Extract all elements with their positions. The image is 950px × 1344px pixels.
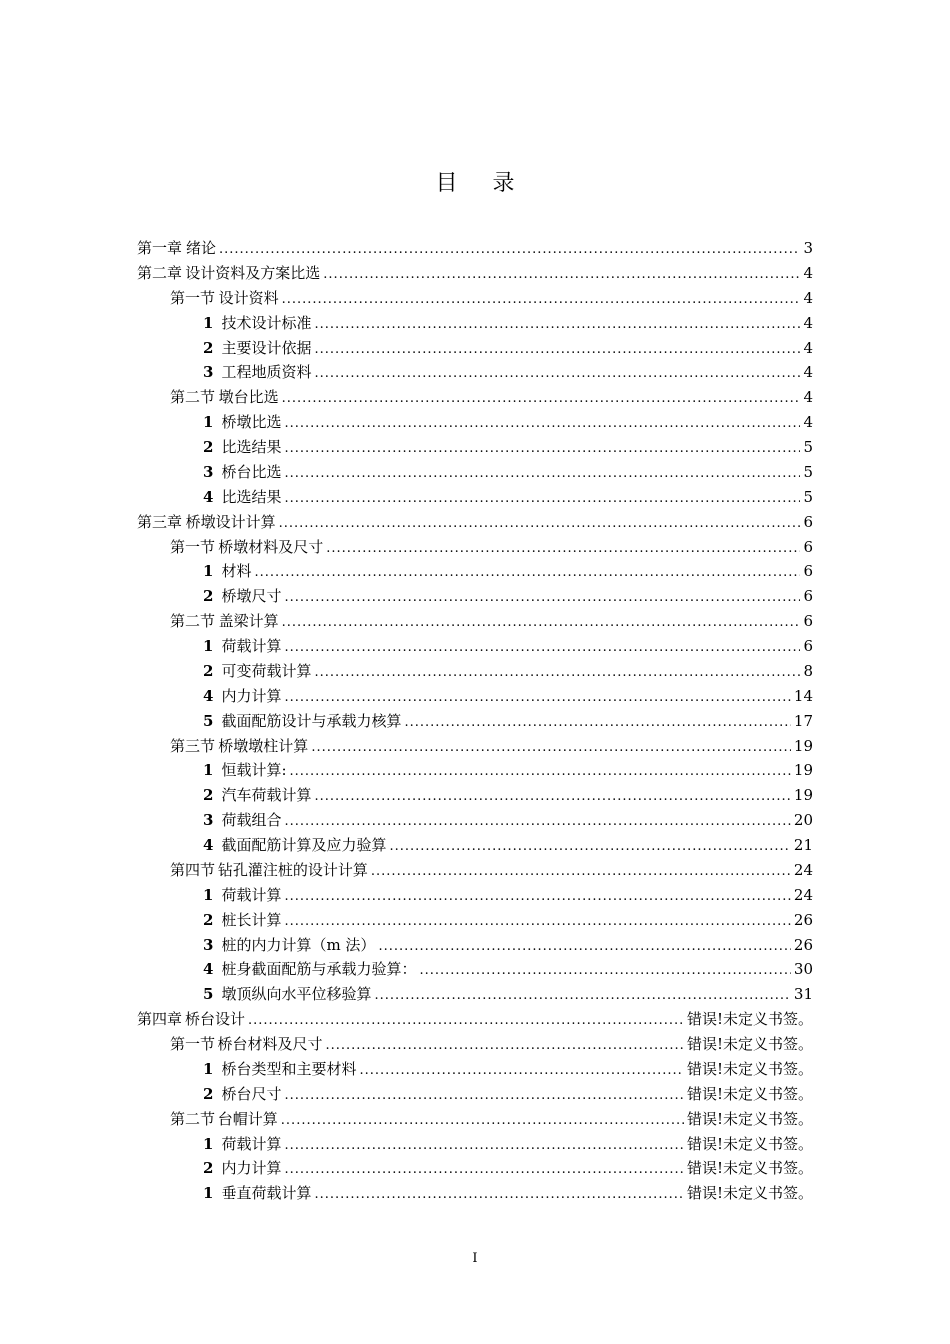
toc-entry-prefix: 第二章 — [137, 263, 183, 282]
toc-entry-page: 24 — [793, 885, 813, 904]
toc-dot-leader — [311, 736, 791, 761]
toc-entry-number: 2 — [203, 1159, 214, 1178]
toc-entry-label: 桥墩尺寸 — [221, 587, 282, 606]
toc-dot-leader — [284, 586, 800, 611]
toc-entry-number: 2 — [203, 661, 214, 680]
toc-dot-leader — [284, 885, 790, 910]
toc-entry-page: 4 — [803, 413, 813, 432]
toc-entry-number: 1 — [203, 313, 214, 332]
toc-entry-page: 4 — [803, 263, 813, 282]
toc-entry-page: 6 — [803, 537, 813, 556]
toc-entry-page: 24 — [793, 860, 813, 879]
page-title: 目 录 — [435, 171, 529, 196]
toc-dot-leader — [284, 1134, 684, 1159]
toc-entry-label: 荷载计算 — [221, 885, 282, 904]
toc-dot-leader — [290, 760, 791, 785]
toc-entry-label: 荷载计算 — [221, 1134, 282, 1153]
toc-entry-number: 5 — [203, 985, 214, 1004]
toc-entry-label: 桥墩材料及尺寸 — [218, 537, 324, 556]
toc-entry-label: 技术设计标准 — [221, 313, 312, 332]
toc-entry-prefix: 第一节 — [170, 288, 216, 307]
toc-dot-leader — [282, 387, 801, 412]
toc-dot-leader — [282, 288, 801, 313]
toc-dot-leader — [314, 362, 800, 387]
toc-entry[interactable] — [137, 1156, 813, 1181]
toc-entry-number: 2 — [203, 438, 214, 456]
toc-entry[interactable] — [137, 535, 813, 560]
toc-entry-prefix: 第二节 — [170, 388, 216, 407]
toc-entry[interactable] — [137, 833, 813, 858]
toc-dot-leader — [314, 313, 800, 338]
toc-dot-leader — [219, 238, 800, 263]
toc-dot-leader — [279, 512, 801, 537]
toc-entry-label: 桥墩墩柱计算 — [218, 736, 309, 755]
toc-dot-leader — [281, 1109, 684, 1134]
toc-dot-leader — [314, 785, 790, 810]
toc-dot-leader — [284, 437, 800, 462]
toc-entry-page: 26 — [793, 935, 813, 954]
toc-entry-page: 8 — [803, 661, 813, 680]
toc-entry[interactable] — [137, 858, 813, 883]
toc-entry-page: 3 — [803, 239, 813, 257]
toc-entry-page: 26 — [793, 910, 813, 929]
toc-dot-leader — [323, 263, 800, 288]
toc-entry-number: 3 — [203, 363, 214, 382]
toc-entry-page: 错误!未定义书签。 — [686, 1010, 813, 1029]
toc-entry-number: 2 — [203, 786, 214, 805]
toc-entry-number: 2 — [203, 338, 214, 357]
toc-entry-number: 2 — [203, 1084, 214, 1103]
toc-entry-label: 绪论 — [186, 239, 217, 257]
toc-dot-leader — [419, 959, 790, 984]
toc-dot-leader — [325, 1034, 683, 1059]
toc-entry[interactable] — [137, 559, 813, 584]
table-of-contents — [137, 236, 813, 1206]
toc-entry-prefix: 第二节 — [170, 612, 216, 631]
toc-entry-page: 错误!未定义书签。 — [686, 1109, 813, 1128]
toc-entry[interactable] — [137, 1057, 813, 1082]
toc-entry-label: 比选结果 — [221, 487, 282, 506]
toc-entry-label: 桥台尺寸 — [221, 1084, 282, 1103]
toc-entry-label: 可变荷载计算 — [221, 661, 312, 680]
toc-entry[interactable] — [137, 236, 813, 261]
toc-entry-number: 1 — [203, 637, 214, 655]
toc-entry-label: 桥台材料及尺寸 — [217, 1035, 323, 1053]
toc-entry[interactable] — [137, 360, 813, 385]
toc-entry-number: 1 — [203, 413, 214, 432]
toc-entry-page: 4 — [803, 313, 813, 332]
toc-entry-label: 盖梁计算 — [218, 612, 279, 631]
toc-entry[interactable] — [137, 808, 813, 833]
toc-entry-page: 错误!未定义书签。 — [686, 1134, 813, 1153]
toc-entry-page: 19 — [793, 736, 813, 755]
toc-entry[interactable] — [137, 485, 813, 510]
toc-entry[interactable] — [137, 634, 813, 659]
toc-entry[interactable] — [137, 1082, 813, 1107]
toc-entry[interactable] — [137, 783, 813, 808]
toc-entry-prefix: 第一节 — [170, 537, 216, 556]
toc-entry-label: 工程地质资料 — [221, 363, 312, 382]
toc-entry-label: 桥墩比选 — [221, 413, 282, 432]
toc-entry[interactable] — [137, 908, 813, 933]
toc-entry-number: 3 — [203, 462, 214, 481]
toc-entry-number: 1 — [203, 1059, 214, 1078]
toc-entry-number: 1 — [203, 1184, 214, 1203]
toc-entry-page: 5 — [803, 438, 813, 456]
toc-entry[interactable] — [137, 957, 813, 982]
toc-dot-leader — [371, 860, 791, 885]
toc-entry-number: 2 — [203, 910, 214, 929]
toc-entry-label: 台帽计算 — [217, 1109, 278, 1128]
toc-entry-page: 4 — [803, 363, 813, 382]
toc-entry-label: 桥台比选 — [221, 462, 282, 481]
toc-entry-label: 截面配筋设计与承载力核算 — [221, 711, 402, 730]
toc-entry[interactable] — [137, 1132, 813, 1157]
toc-entry-page: 6 — [803, 612, 813, 631]
toc-entry-page: 6 — [803, 637, 813, 655]
toc-dot-leader — [282, 611, 801, 636]
toc-entry-page: 错误!未定义书签。 — [686, 1084, 813, 1103]
toc-entry-prefix: 第二节 — [170, 1109, 216, 1128]
toc-entry[interactable] — [137, 709, 813, 734]
toc-entry[interactable] — [137, 734, 813, 759]
toc-entry-number: 1 — [203, 761, 214, 780]
toc-entry[interactable] — [137, 1107, 813, 1132]
toc-entry-page: 30 — [793, 960, 813, 979]
toc-dot-leader — [378, 935, 790, 960]
toc-entry-page: 5 — [803, 462, 813, 481]
toc-entry[interactable] — [137, 758, 813, 783]
toc-entry-page: 6 — [803, 562, 813, 581]
toc-entry-label: 设计资料 — [218, 288, 279, 307]
toc-entry-prefix: 第四节 — [170, 860, 216, 879]
toc-entry[interactable] — [137, 1181, 813, 1206]
page-number: I — [472, 1251, 478, 1266]
toc-entry-page: 4 — [803, 388, 813, 407]
toc-entry-label: 截面配筋计算及应力验算 — [221, 836, 387, 854]
toc-entry-label: 荷载组合 — [221, 811, 282, 830]
toc-entry[interactable] — [137, 510, 813, 535]
toc-entry[interactable] — [137, 883, 813, 908]
toc-dot-leader — [404, 711, 790, 736]
toc-entry-page: 4 — [803, 338, 813, 357]
toc-entry-prefix: 第一章 — [137, 239, 183, 257]
toc-entry[interactable] — [137, 286, 813, 311]
toc-entry-label: 内力计算 — [221, 1159, 282, 1178]
toc-entry-number: 4 — [203, 487, 214, 506]
toc-dot-leader — [314, 661, 800, 686]
toc-dot-leader — [254, 561, 800, 586]
toc-entry-label: 墩顶纵向水平位移验算 — [221, 985, 372, 1004]
toc-entry-number: 2 — [203, 587, 214, 606]
toc-entry[interactable] — [137, 460, 813, 485]
toc-entry-number: 4 — [203, 960, 214, 979]
toc-entry-page: 4 — [803, 288, 813, 307]
toc-entry-label: 内力计算 — [221, 686, 282, 705]
toc-entry-page: 14 — [793, 686, 813, 705]
toc-entry[interactable] — [137, 982, 813, 1007]
toc-entry-page: 错误!未定义书签。 — [686, 1059, 813, 1078]
toc-entry[interactable] — [137, 336, 813, 361]
toc-entry-page: 6 — [803, 512, 813, 531]
toc-entry[interactable] — [137, 609, 813, 634]
toc-dot-leader — [284, 686, 790, 711]
toc-entry-label: 设计资料及方案比选 — [185, 263, 321, 282]
toc-dot-leader — [284, 636, 800, 661]
toc-entry[interactable] — [137, 1032, 813, 1057]
toc-entry-label: 钻孔灌注桩的设计计算 — [217, 860, 368, 879]
toc-entry[interactable] — [137, 385, 813, 410]
toc-dot-leader — [284, 1158, 684, 1183]
toc-entry-page: 17 — [793, 711, 813, 730]
toc-dot-leader — [314, 338, 800, 363]
toc-dot-leader — [248, 1009, 684, 1034]
toc-entry-number: 4 — [203, 686, 214, 705]
toc-entry-number: 1 — [203, 1134, 214, 1153]
toc-entry[interactable] — [137, 435, 813, 460]
toc-entry-page: 错误!未定义书签。 — [686, 1159, 813, 1178]
toc-dot-leader — [284, 810, 790, 835]
toc-entry-label: 垂直荷载计算 — [221, 1184, 312, 1203]
toc-entry-number: 1 — [203, 562, 214, 581]
toc-entry-label: 主要设计依据 — [221, 338, 312, 357]
toc-dot-leader — [284, 462, 800, 487]
toc-dot-leader — [284, 910, 790, 935]
toc-entry-page: 31 — [793, 985, 813, 1004]
toc-entry-page: 5 — [803, 487, 813, 506]
toc-entry[interactable] — [137, 584, 813, 609]
toc-entry-number: 5 — [203, 711, 214, 730]
toc-entry-label: 恒载计算: — [221, 761, 287, 780]
toc-entry-label: 桩身截面配筋与承载力验算： — [221, 960, 417, 979]
toc-entry-label: 材料 — [221, 562, 252, 581]
toc-entry-page: 错误!未定义书签。 — [686, 1035, 813, 1053]
toc-entry-prefix: 第三章 — [137, 512, 183, 531]
toc-entry-label: 荷载计算 — [221, 637, 282, 655]
toc-dot-leader — [314, 1183, 684, 1208]
toc-entry-prefix: 第一节 — [170, 1035, 216, 1053]
toc-entry-number: 3 — [203, 811, 214, 830]
toc-entry-number: 4 — [203, 836, 214, 854]
toc-entry-label: 桥台类型和主要材料 — [221, 1059, 357, 1078]
toc-dot-leader — [389, 835, 790, 860]
toc-entry-number: 1 — [203, 885, 214, 904]
toc-entry[interactable] — [137, 1007, 813, 1032]
toc-entry-label: 桩的内力计算（m 法） — [221, 935, 376, 954]
toc-dot-leader — [284, 1084, 684, 1109]
toc-dot-leader — [284, 412, 800, 437]
toc-entry[interactable] — [137, 261, 813, 286]
toc-dot-leader — [326, 537, 800, 562]
toc-entry-page: 21 — [793, 836, 813, 854]
toc-entry-label: 比选结果 — [221, 438, 282, 456]
toc-entry[interactable] — [137, 659, 813, 684]
toc-entry-label: 汽车荷载计算 — [221, 786, 312, 805]
toc-entry-label: 桩长计算 — [221, 910, 282, 929]
toc-dot-leader — [359, 1059, 684, 1084]
toc-entry-page: 20 — [793, 811, 813, 830]
toc-entry-page: 6 — [803, 587, 813, 606]
toc-entry[interactable] — [137, 933, 813, 958]
toc-dot-leader — [284, 487, 800, 512]
toc-entry[interactable] — [137, 684, 813, 709]
toc-entry[interactable] — [137, 311, 813, 336]
toc-entry-page: 错误!未定义书签。 — [686, 1184, 813, 1203]
toc-entry-label: 桥台设计 — [185, 1010, 246, 1029]
toc-entry-number: 3 — [203, 935, 214, 954]
toc-entry-prefix: 第三节 — [170, 736, 216, 755]
toc-entry-page: 19 — [793, 786, 813, 805]
toc-entry[interactable] — [137, 410, 813, 435]
toc-dot-leader — [374, 984, 790, 1009]
toc-entry-label: 桥墩设计计算 — [185, 512, 276, 531]
toc-entry-page: 19 — [793, 761, 813, 780]
toc-entry-label: 墩台比选 — [218, 388, 279, 407]
toc-entry-prefix: 第四章 — [137, 1010, 183, 1029]
